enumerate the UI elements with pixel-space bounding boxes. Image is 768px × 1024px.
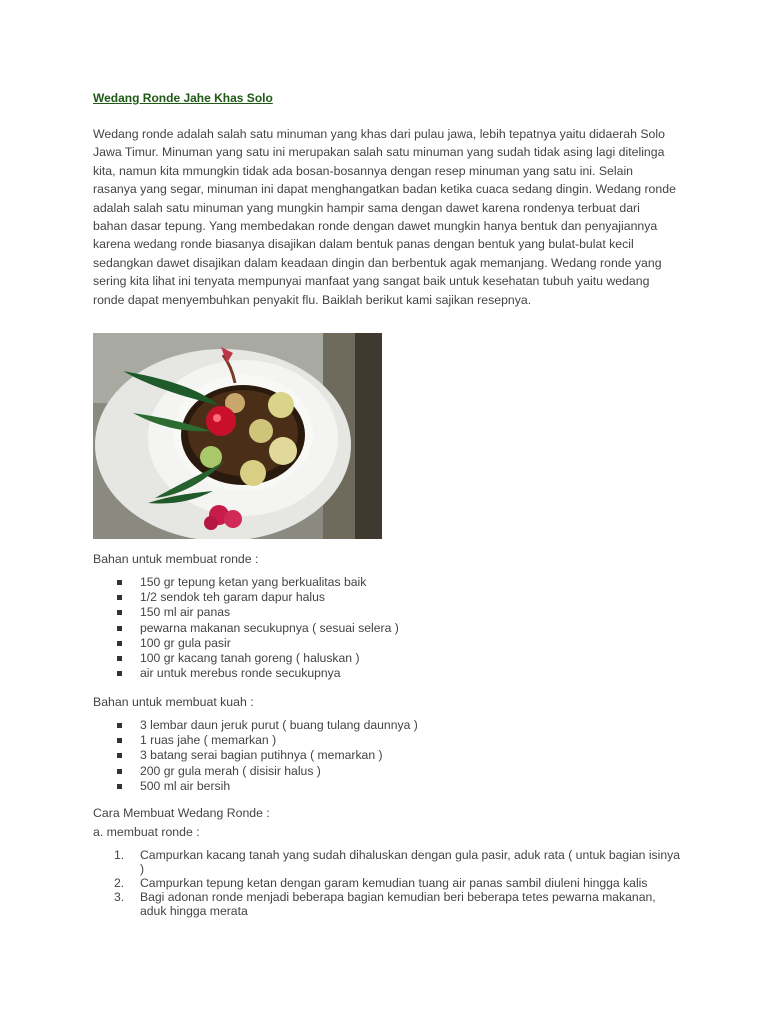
wedang-ronde-photo: [93, 333, 382, 539]
list-item: 100 gr gula pasir: [93, 636, 399, 651]
list-item: air untuk merebus ronde secukupnya: [93, 666, 399, 681]
bullet-icon: [117, 671, 122, 676]
method-steps-list: [93, 849, 683, 919]
bullet-icon: [117, 738, 122, 743]
bullet-icon: [117, 723, 122, 728]
article-title: Wedang Ronde Jahe Khas Solo: [93, 91, 273, 105]
bullet-icon: [117, 656, 122, 661]
list-item: 3. Bagi adonan ronde menjadi beberapa bagian kemudian beri beberapa tetes pewarna makanan, aduk hingga merata: [114, 890, 656, 918]
list-item: 1. Campurkan kacang tanah yang sudah dihaluskan dengan gula pasir, aduk rata ( untuk bagian isinya ): [114, 848, 681, 876]
bullet-icon: [117, 641, 122, 646]
ronde-ingredients-list: [93, 575, 399, 681]
kuah-ingredients-heading: Bahan untuk membuat kuah :: [93, 695, 254, 709]
list-item: 2. Campurkan tepung ketan dengan garam kemudian tuang air panas sambil diuleni hingga kalis: [114, 875, 648, 890]
ronde-ingredients-heading: Bahan untuk membuat ronde :: [93, 552, 259, 566]
list-item: 100 gr kacang tanah goreng ( haluskan ): [93, 651, 399, 666]
list-item: 1/2 sendok teh garam dapur halus: [93, 590, 399, 605]
intro-paragraph: Wedang ronde adalah salah satu minuman yang khas dari pulau jawa, lebih tepatnya yaitu didaerah Solo Jawa Timur. Minuman yang satu ini merupakan salah satu minuman yang sudah tidak asing lagi ditelinga kita, namun kita mmungkin tidak ada bosan-bosannya dengan resep minuman yang satu ini. Selain rasanya yang segar, minuman ini dapat menghangatkan badan ketika cuaca sedang dingin. Wedang ronde adalah salah satu minuman yang mungkin hampir sama dengan dawet karena rondenya terbuat dari bahan dasar tepung. Yang membedakan ronde dengan dawet mungkin hanya bentuk dan penyajiannya karena wedang ronde biasanya disajikan dalam bentuk panas dengan bentuk yang bulat-bulat kecil sedangkan dawet disajikan dalam keadaan dingin dan berbentuk agak memanjang. Wedang ronde yang sering kita lihat ini tenyata mempunyai manfaat yang sangat baik untuk kesehatan tubuh yaitu wedang ronde dapat menyembuhkan penyakit flu. Baiklah berikut kami sajikan resepnya.: [93, 127, 676, 307]
bullet-icon: [117, 580, 122, 585]
bullet-icon: [117, 753, 122, 758]
bullet-icon: [117, 610, 122, 615]
bullet-icon: [117, 595, 122, 600]
method-subheading: a. membuat ronde :: [93, 825, 200, 839]
bullet-icon: [117, 626, 122, 631]
list-item: 150 ml air panas: [93, 605, 399, 620]
bullet-icon: [117, 784, 122, 789]
kuah-ingredients-list: [93, 718, 418, 794]
bullet-icon: [117, 769, 122, 774]
list-item: 3 batang serai bagian putihnya ( memarkan ): [93, 748, 418, 763]
list-item: 1 ruas jahe ( memarkan ): [93, 733, 418, 748]
list-item: pewarna makanan secukupnya ( sesuai selera ): [93, 621, 399, 636]
list-item: 200 gr gula merah ( disisir halus ): [93, 764, 418, 779]
list-item: 500 ml air bersih: [93, 779, 418, 794]
method-heading: Cara Membuat Wedang Ronde :: [93, 806, 270, 820]
list-item: 3 lembar daun jeruk purut ( buang tulang daunnya ): [93, 718, 418, 733]
list-item: 150 gr tepung ketan yang berkualitas baik: [93, 575, 399, 590]
